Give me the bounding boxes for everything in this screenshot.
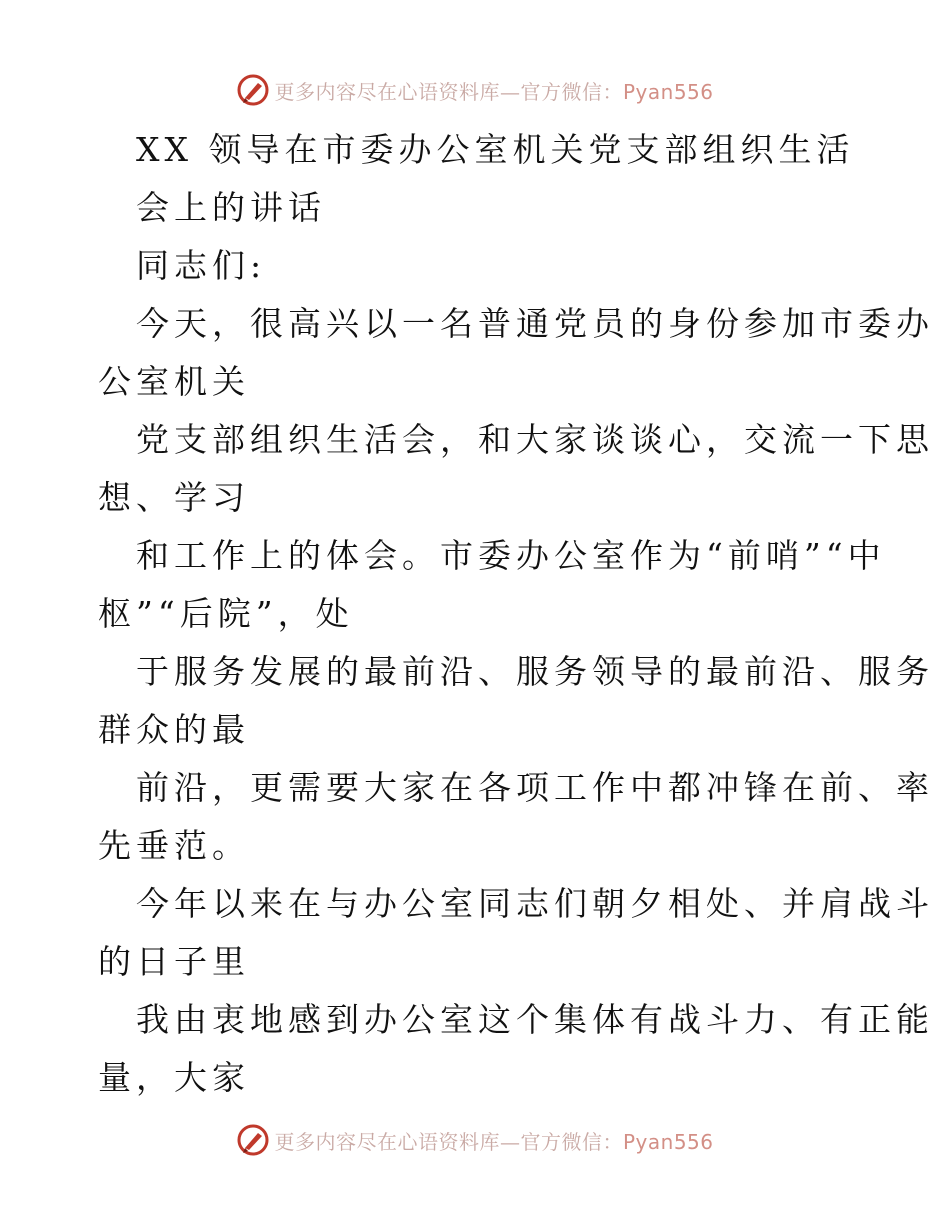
- document-body: [98, 121, 934, 1107]
- document-line: 前沿，更需要大家在各项工作中都冲锋在前、率: [136, 768, 934, 807]
- document-line: 公室机关: [98, 362, 250, 401]
- footer-site-text: 更多内容尽在心语资料库—官方微信：: [274, 1129, 623, 1154]
- document-line: 今天，很高兴以一名普通党员的身份参加市委办: [136, 304, 934, 343]
- document-line: 枢”“后院”，处: [98, 594, 354, 633]
- document-line: 于服务发展的最前沿、服务领导的最前沿、服务: [136, 652, 934, 691]
- footer-banner: [0, 1120, 950, 1160]
- document-line: 群众的最: [98, 710, 250, 749]
- document-line: 今年以来在与办公室同志们朝夕相处、并肩战斗: [136, 884, 934, 923]
- header-wechat-id: Pyan556: [622, 79, 714, 104]
- document-line: 的日子里: [98, 942, 250, 981]
- document-line: XX 领导在市委办公室机关党支部组织生活: [136, 130, 855, 169]
- document-line: 同志们:: [136, 246, 267, 285]
- pen-logo-icon: [236, 1123, 270, 1157]
- document-line: 我由衷地感到办公室这个集体有战斗力、有正能: [136, 1000, 934, 1039]
- pen-logo-icon: [236, 73, 270, 107]
- document-line: 量，大家: [98, 1058, 250, 1097]
- footer-banner-text: [274, 1126, 713, 1155]
- document-line: 和工作上的体会。市委办公室作为“前哨”“中: [136, 536, 886, 575]
- document-line: 党支部组织生活会，和大家谈谈心，交流一下思: [136, 420, 934, 459]
- document-line: 会上的讲话: [136, 188, 326, 227]
- header-site-text: 更多内容尽在心语资料库—官方微信：: [274, 79, 623, 104]
- document-line: 先垂范。: [98, 826, 250, 865]
- footer-wechat-id: Pyan556: [622, 1129, 714, 1154]
- document-line: 想、学习: [98, 478, 250, 517]
- header-banner-text: [274, 76, 713, 105]
- header-banner: [0, 70, 950, 110]
